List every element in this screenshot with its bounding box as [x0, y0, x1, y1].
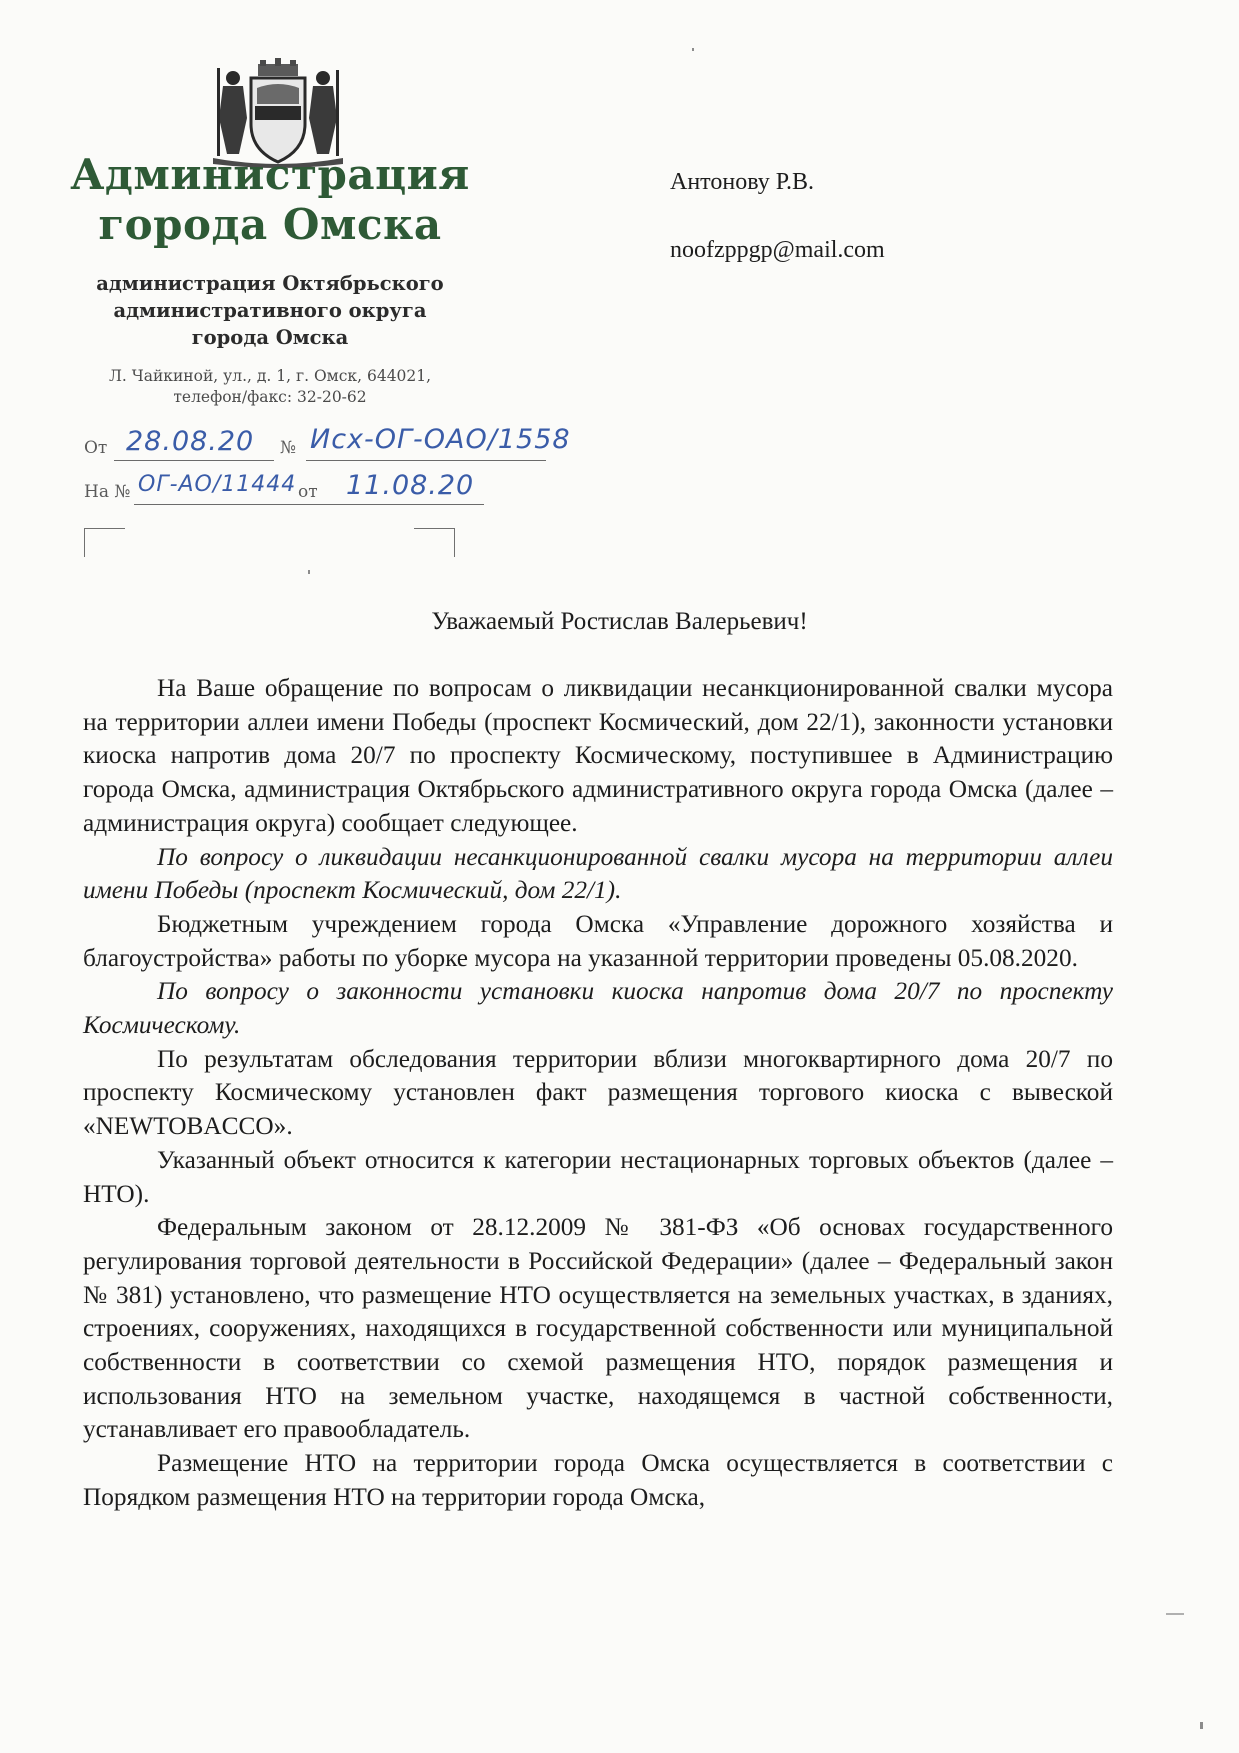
body-paragraph: Размещение НТО на территории города Омска осуществляется в соответствии с Порядком размещения НТО на территории города Омска, — [83, 1449, 1113, 1511]
body-paragraph-heading: По вопросу о законности установки киоска напротив дома 20/7 по проспекту Космическому. — [83, 977, 1113, 1040]
body-paragraph: Указанный объект относится к категории нестационарных торговых объектов (далее – НТО). — [83, 1145, 1113, 1208]
scan-speck — [692, 48, 694, 51]
recipient-email: noofzppgp@mail.com — [670, 237, 885, 263]
ref-from-label: от — [298, 482, 318, 502]
dept-line3: города Омска — [191, 326, 349, 349]
body-paragraph: Федеральным законом от 28.12.2009 № 381-ФЗ «Об основах государственного регулирования торговой деятельности в Российской Федерации» (далее – Федеральный закон № 381) установлено, что размещение НТО осуществляется на земельных участках, в зданиях, строениях, сооружениях, находящихся в государственной собственности или муниципальной собственности в соответствии со схемой размещения НТО, порядок размещения и использования НТО на земельном участке, находящемся в частной собственности, устанавливает его правообладатель. — [83, 1213, 1113, 1444]
outgoing-number: Исх-ОГ-ОАО/1558 — [310, 424, 571, 455]
from-date-underline — [114, 460, 274, 461]
ref-number: ОГ-АО/11444 — [138, 472, 297, 497]
body-paragraph: Бюджетным учреждением города Омска «Управление дорожного хозяйства и благоустройства» работы по уборке мусора на указанной территории проведены 05.08.2020. — [83, 909, 1113, 972]
address-block — [70, 366, 470, 408]
org-title-line1: Администрация — [70, 150, 470, 199]
dept-line1: администрация Октябрьского — [96, 272, 444, 295]
dept-line2: административного округа — [113, 299, 427, 322]
from-label: От — [84, 438, 108, 458]
body-paragraph: По результатам обследования территории вблизи многоквартирного дома 20/7 по проспекту Космическому установлен факт размещения торгового киоска с вывеской «NEWTOBACCO». — [83, 1044, 1113, 1141]
address-line2: телефон/факс: 32-20-62 — [173, 388, 367, 406]
greeting: Уважаемый Ростислав Валерьевич! — [431, 608, 808, 635]
outgoing-registration-line — [84, 424, 604, 466]
address-line1: Л. Чайкиной, ул., д. 1, г. Омск, 644021, — [108, 367, 432, 385]
body-paragraph-heading: По вопросу о ликвидации несанкционированной свалки мусора на территории аллеи имени Победы (проспект Космический, дом 22/1). — [83, 842, 1113, 905]
body-paragraph: На Ваше обращение по вопросам о ликвидации несанкционированной свалки мусора на территории аллеи имени Победы (проспект Космический, дом 22/1), законности установки киоска напротив дома 20/7 по проспекту Космическому, поступившее в Администрацию города Омска, администрация Октябрьского административного округа города Омска (далее – администрация округа) сообщает следующее. — [83, 674, 1113, 837]
address-field-corner-right — [414, 528, 455, 557]
scan-speck — [1166, 1613, 1184, 1615]
organization-title — [60, 150, 480, 250]
recipient-block — [670, 170, 885, 306]
outgoing-number-underline — [306, 460, 546, 461]
from-date: 28.08.20 — [126, 426, 255, 457]
ref-underline — [134, 504, 484, 505]
department-name — [70, 270, 470, 351]
scan-speck — [1200, 1722, 1203, 1729]
ref-label: На № — [84, 482, 131, 502]
recipient-name: Антонову Р.В. — [670, 169, 815, 195]
scan-speck — [308, 570, 310, 574]
address-field-corner-left — [84, 528, 125, 557]
org-title-line2: города Омска — [98, 200, 442, 249]
reference-registration-line — [84, 470, 604, 510]
ref-date: 11.08.20 — [346, 470, 475, 501]
letter-body — [83, 672, 1113, 1515]
number-sign: № — [280, 438, 297, 458]
